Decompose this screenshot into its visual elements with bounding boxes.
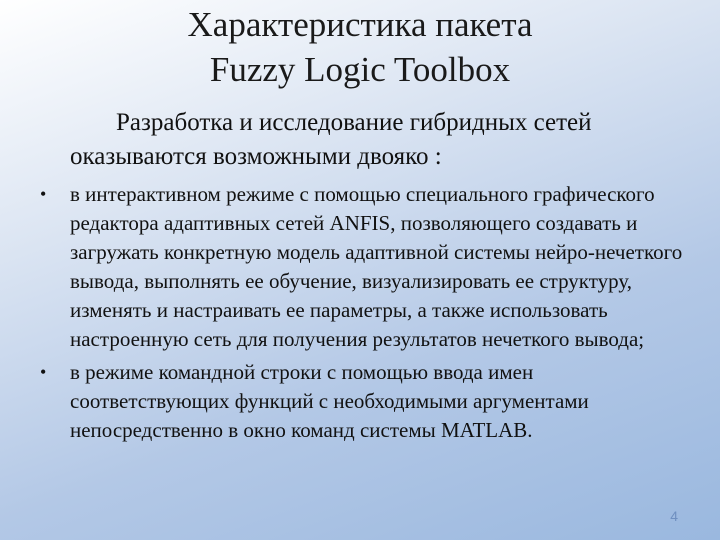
bullet-icon: •	[40, 362, 47, 382]
title-line-2: Fuzzy Logic Toolbox	[209, 50, 511, 89]
bullet-list	[40, 180, 690, 449]
bullet-icon: •	[40, 184, 47, 204]
intro-paragraph: Разработка и исследование гибридных сетей оказываются возможными двояко :	[70, 109, 592, 170]
bullet-text: в режиме командной строки с помощью ввода имен соответствующих функций с необходимыми аргументами непосредственно в окно команд системы MATLAB.	[70, 360, 589, 442]
bullet-item-interactive	[40, 180, 690, 354]
bullet-item-command-line	[40, 358, 690, 445]
page-number: 4	[670, 508, 678, 524]
slide-title	[0, 2, 720, 92]
title-line-1: Характеристика пакета	[187, 5, 533, 44]
bullet-text: в интерактивном режиме с помощью специального графического редактора адаптивных сетей ANFIS, позволяющего создавать и загружать конкретную модель адаптивной системы нейро-нечеткого вывода, выполнять ее обучение, визуализировать ее структуру, изменять и настраивать ее параметры, а также использовать настроенную сеть для получения результатов нечеткого вывода;	[70, 182, 683, 351]
